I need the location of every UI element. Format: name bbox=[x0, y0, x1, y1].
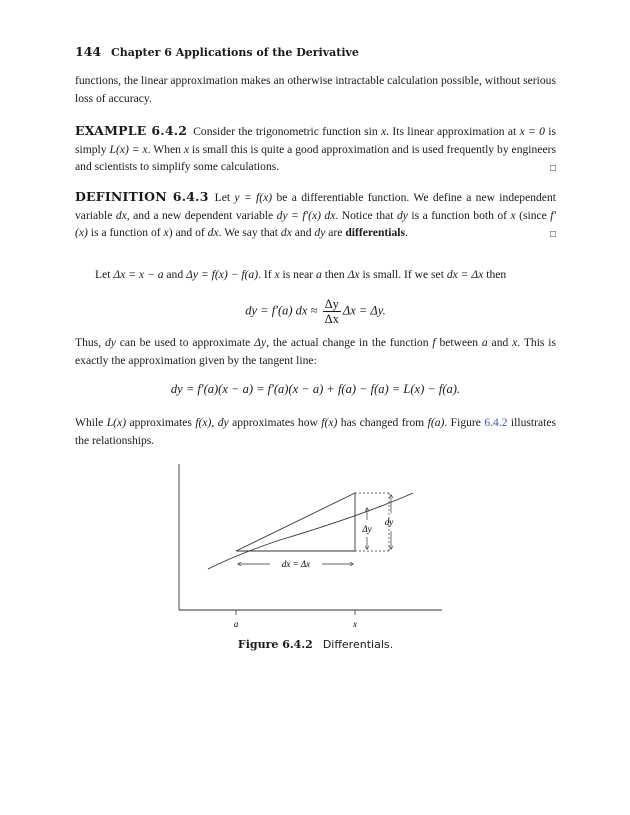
thus-paragraph: Thus, dy can be used to approximate Δy, the actual change in the function f between a and x. This is exactly the approximation given by the tangent line: bbox=[75, 336, 557, 367]
chapter-title: Chapter 6 Applications of the Derivative bbox=[110, 46, 359, 59]
let-paragraph: Let Δx = x − a and Δy = f(x) − f(a). If x is near a then Δx is small. If we set dx = Δx then bbox=[95, 268, 507, 281]
tick-label-a: a bbox=[233, 619, 239, 629]
equation-tangent-line: dy = f′(a)(x − a) = f′(a)(x − a) + f(a) − f(a) = L(x) − f(a). bbox=[170, 382, 461, 396]
dx-label: dx = Δx bbox=[281, 559, 311, 569]
running-header bbox=[75, 44, 359, 59]
qed-symbol: □ bbox=[549, 229, 556, 240]
definition-block: DEFINITION 6.4.3 Let y = f(x) be a differentiable function. We define a new independent variable dx, and a new dependent variable dy = f′(x) dx. Notice that dy is a function both of x (since f′(x) is a function of x) and of dx. We say that dx and dy are differentials. □ bbox=[75, 188, 556, 244]
equation-differential: dy = f′(a) dx ≈ $\frac{\Delta y}{\Delta x}$ Δx = Δy. bbox=[245, 297, 386, 326]
differentials-figure bbox=[170, 460, 460, 635]
intro-paragraph: functions, the linear approximation makes an otherwise intractable calculation possible, without serious loss of accuracy. bbox=[75, 74, 556, 105]
qed-symbol: □ bbox=[549, 163, 556, 174]
example-label: EXAMPLE 6.4.2 bbox=[75, 123, 188, 138]
fraction: $\frac{\Delta y}{\Delta x}$ bbox=[324, 297, 339, 326]
tick-label-x: x bbox=[353, 619, 357, 629]
figure-reference-link[interactable]: 6.4.2 bbox=[484, 416, 508, 429]
page-number: 144 bbox=[75, 44, 102, 59]
while-paragraph: While L(x) approximates f(x), dy approximates how f(x) has changed from f(a). Figure 6.4.2 illustrates the relationships. bbox=[75, 416, 556, 447]
dy-label: dy bbox=[384, 517, 394, 527]
delta-y-label: Δy bbox=[362, 524, 372, 534]
figure-caption-label: Figure 6.4.2 bbox=[237, 638, 313, 651]
defined-term: differentials bbox=[345, 226, 406, 239]
definition-label: DEFINITION 6.4.3 bbox=[75, 189, 209, 204]
example-block: EXAMPLE 6.4.2 Consider the trigonometric function sin x. Its linear approximation at x = 0 is simply L(x) = x. When x is small this is quite a good approximation and is used frequently by engineers and scientists to simplify some calculations. □ bbox=[75, 122, 556, 178]
figure-caption bbox=[75, 638, 556, 651]
figure-caption-text: Differentials. bbox=[322, 638, 394, 651]
function-curve bbox=[208, 493, 413, 569]
